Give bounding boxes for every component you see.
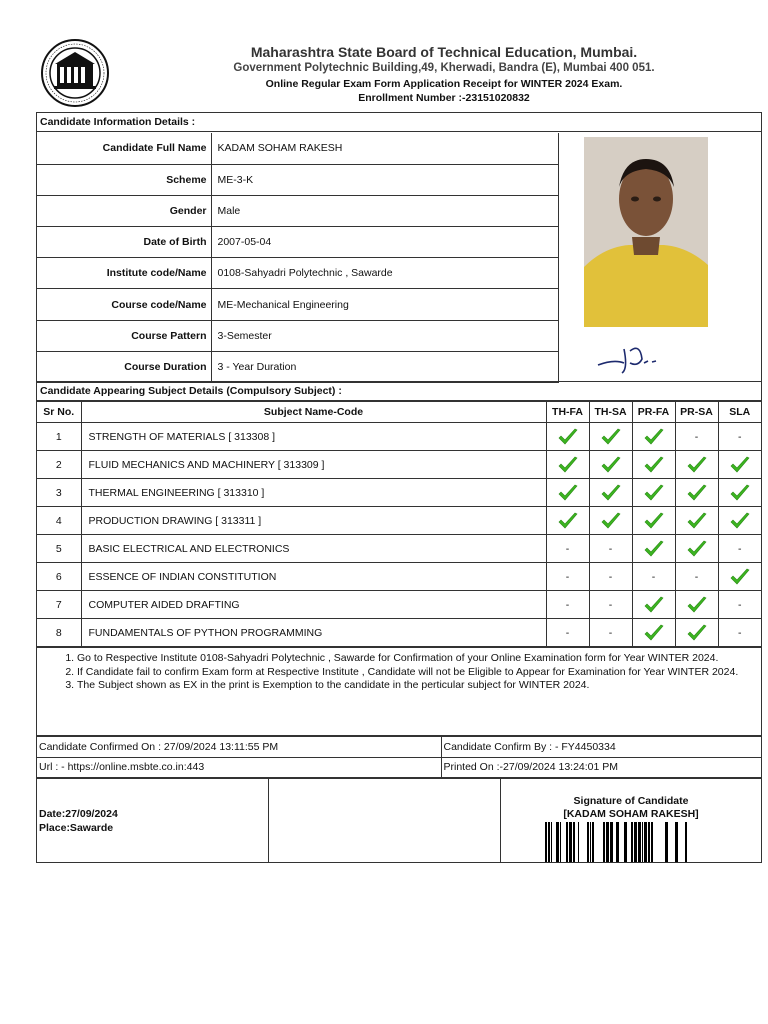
- mark-applicable: [589, 479, 632, 507]
- signature-footer: [36, 778, 762, 863]
- mark-applicable: [675, 479, 718, 507]
- check-icon: [686, 511, 708, 531]
- header-sr-no: Sr No.: [37, 402, 81, 423]
- subject-row: [37, 535, 761, 563]
- info-row: [37, 227, 559, 258]
- mark-applicable: [675, 535, 718, 563]
- check-icon: [729, 483, 751, 503]
- candidate-photo-image: [584, 137, 708, 379]
- document-header: [36, 36, 762, 108]
- subject-row: [37, 619, 761, 647]
- info-row: [37, 351, 559, 382]
- subject-row: [37, 423, 761, 451]
- check-icon: [643, 595, 665, 615]
- info-row: [37, 289, 559, 320]
- mark-applicable: [589, 507, 632, 535]
- mark-applicable: [632, 507, 675, 535]
- note-item: 1. Go to Respective Institute 0108-Sahyadri Polytechnic , Sawarde for Confirmation of your Online Examination form for Year WINTER 2024.: [77, 652, 757, 666]
- subject-table-header: [37, 402, 761, 423]
- subject-name: COMPUTER AIDED DRAFTING: [81, 591, 546, 619]
- mark-not-applicable: -: [546, 619, 589, 647]
- mark-applicable: [632, 535, 675, 563]
- mark-not-applicable: -: [546, 535, 589, 563]
- subject-row: [37, 563, 761, 591]
- mark-applicable: [632, 619, 675, 647]
- subject-row: [37, 591, 761, 619]
- subject-row: [37, 451, 761, 479]
- info-row: [37, 320, 559, 351]
- header-pr-sa: PR-SA: [675, 402, 718, 423]
- info-row: [37, 195, 559, 226]
- subject-name: BASIC ELECTRICAL AND ELECTRONICS: [81, 535, 546, 563]
- mark-not-applicable: -: [675, 423, 718, 451]
- header-th-sa: TH-SA: [589, 402, 632, 423]
- candidate-info-table: [37, 133, 559, 383]
- subject-row: [37, 479, 761, 507]
- check-icon: [557, 427, 579, 447]
- info-label: Candidate Full Name: [37, 133, 211, 164]
- check-icon: [600, 455, 622, 475]
- mark-applicable: [675, 451, 718, 479]
- note-item: 3. The Subject shown as EX in the print is Exemption to the candidate in the perticular subject for WINTER 2024.: [77, 679, 757, 693]
- mark-applicable: [675, 591, 718, 619]
- check-icon: [686, 455, 708, 475]
- mark-not-applicable: -: [718, 535, 761, 563]
- mark-applicable: [718, 479, 761, 507]
- check-icon: [686, 483, 708, 503]
- subject-sr-no: 5: [37, 535, 81, 563]
- subject-sr-no: 7: [37, 591, 81, 619]
- check-icon: [643, 427, 665, 447]
- mark-applicable: [589, 423, 632, 451]
- check-icon: [600, 483, 622, 503]
- info-value: ME-Mechanical Engineering: [211, 289, 559, 320]
- check-icon: [643, 455, 665, 475]
- info-value: 3-Semester: [211, 320, 559, 351]
- subject-sr-no: 6: [37, 563, 81, 591]
- info-value: ME-3-K: [211, 164, 559, 195]
- mark-applicable: [589, 451, 632, 479]
- confirm-by: Candidate Confirm By : - FY4450334: [441, 737, 761, 757]
- check-icon: [557, 455, 579, 475]
- subject-name: THERMAL ENGINEERING [ 313310 ]: [81, 479, 546, 507]
- info-value: 0108-Sahyadri Polytechnic , Sawarde: [211, 258, 559, 289]
- barcode-icon: [545, 822, 689, 862]
- subject-name: STRENGTH OF MATERIALS [ 313308 ]: [81, 423, 546, 451]
- check-icon: [557, 511, 579, 531]
- mark-applicable: [718, 451, 761, 479]
- portal-url[interactable]: Url : - https://online.msbte.co.in:443: [37, 757, 441, 777]
- subject-sr-no: 1: [37, 423, 81, 451]
- enrollment-number: Enrollment Number :-23151020832: [358, 92, 530, 104]
- signature-title: Signature of Candidate: [573, 795, 689, 807]
- subject-sr-no: 3: [37, 479, 81, 507]
- info-label: Scheme: [37, 164, 211, 195]
- info-label: Course Duration: [37, 351, 211, 382]
- mark-not-applicable: -: [546, 563, 589, 591]
- subject-section-title: Candidate Appearing Subject Details (Compulsory Subject) :: [37, 382, 761, 401]
- mark-not-applicable: -: [718, 619, 761, 647]
- signature-cell: [501, 779, 761, 862]
- subject-name: FLUID MECHANICS AND MACHINERY [ 313309 ]: [81, 451, 546, 479]
- mark-applicable: [546, 451, 589, 479]
- check-icon: [643, 539, 665, 559]
- mark-not-applicable: -: [546, 591, 589, 619]
- mark-not-applicable: -: [589, 619, 632, 647]
- subject-name: PRODUCTION DRAWING [ 313311 ]: [81, 507, 546, 535]
- info-label: Course Pattern: [37, 320, 211, 351]
- check-icon: [600, 427, 622, 447]
- info-row: [37, 133, 559, 164]
- blank-cell: [269, 779, 501, 862]
- subject-sr-no: 8: [37, 619, 81, 647]
- board-name: Maharashtra State Board of Technical Education, Mumbai.: [250, 44, 638, 60]
- info-value: Male: [211, 195, 559, 226]
- info-row: [37, 258, 559, 289]
- info-value: KADAM SOHAM RAKESH: [211, 133, 559, 164]
- check-icon: [643, 511, 665, 531]
- check-icon: [686, 595, 708, 615]
- header-subject-name: Subject Name-Code: [81, 402, 546, 423]
- check-icon: [557, 483, 579, 503]
- check-icon: [643, 483, 665, 503]
- mark-applicable: [675, 619, 718, 647]
- check-icon: [686, 623, 708, 643]
- board-address: Government Polytechnic Building,49, Kherwadi, Bandra (E), Mumbai 400 051.: [233, 62, 655, 74]
- check-icon: [729, 567, 751, 587]
- info-value: 3 - Year Duration: [211, 351, 559, 382]
- print-place: Place:Sawarde: [39, 822, 114, 834]
- mark-applicable: [632, 479, 675, 507]
- candidate-info-title: Candidate Information Details :: [37, 113, 761, 132]
- mark-applicable: [632, 423, 675, 451]
- header-th-fa: TH-FA: [546, 402, 589, 423]
- mark-applicable: [546, 507, 589, 535]
- printed-on: Printed On :-27/09/2024 13:24:01 PM: [441, 757, 761, 777]
- subject-name: ESSENCE OF INDIAN CONSTITUTION: [81, 563, 546, 591]
- confirmed-on: Candidate Confirmed On : 27/09/2024 13:11:55 PM: [37, 737, 441, 757]
- receipt-title: Online Regular Exam Form Application Receipt for WINTER 2024 Exam.: [265, 78, 623, 90]
- note-item: 2. If Candidate fail to confirm Exam form at Respective Institute , Candidate will not be Eligible to Appear for Examination for Year WINTER 2024.: [77, 666, 757, 680]
- check-icon: [686, 539, 708, 559]
- date-place-cell: [37, 779, 269, 862]
- header-sla: SLA: [718, 402, 761, 423]
- mark-applicable: [718, 507, 761, 535]
- mark-not-applicable: -: [675, 563, 718, 591]
- info-row: [37, 164, 559, 195]
- confirmation-meta: [36, 736, 762, 778]
- candidate-photo: [584, 137, 708, 379]
- check-icon: [729, 455, 751, 475]
- mark-not-applicable: -: [589, 563, 632, 591]
- instructions-notes: [36, 648, 762, 736]
- check-icon: [729, 511, 751, 531]
- mark-applicable: [675, 507, 718, 535]
- mark-not-applicable: -: [718, 591, 761, 619]
- header-pr-fa: PR-FA: [632, 402, 675, 423]
- mark-applicable: [632, 591, 675, 619]
- check-icon: [643, 623, 665, 643]
- info-label: Date of Birth: [37, 227, 211, 258]
- mark-not-applicable: -: [589, 591, 632, 619]
- subject-row: [37, 507, 761, 535]
- subject-name: FUNDAMENTALS OF PYTHON PROGRAMMING: [81, 619, 546, 647]
- info-label: Gender: [37, 195, 211, 226]
- mark-applicable: [546, 479, 589, 507]
- subject-sr-no: 2: [37, 451, 81, 479]
- mark-not-applicable: -: [718, 423, 761, 451]
- mark-applicable: [632, 451, 675, 479]
- check-icon: [600, 511, 622, 531]
- subject-table: [37, 401, 761, 647]
- mark-not-applicable: -: [632, 563, 675, 591]
- print-date: Date:27/09/2024: [39, 808, 118, 820]
- info-value: 2007-05-04: [211, 227, 559, 258]
- mark-applicable: [546, 423, 589, 451]
- subject-sr-no: 4: [37, 507, 81, 535]
- info-label: Institute code/Name: [37, 258, 211, 289]
- mark-applicable: [718, 563, 761, 591]
- info-label: Course code/Name: [37, 289, 211, 320]
- candidate-info-section: [36, 112, 762, 382]
- subject-section: [36, 382, 762, 648]
- msbte-seal-icon: [40, 38, 110, 108]
- mark-not-applicable: -: [589, 535, 632, 563]
- signature-name: [KADAM SOHAM RAKESH]: [563, 808, 699, 820]
